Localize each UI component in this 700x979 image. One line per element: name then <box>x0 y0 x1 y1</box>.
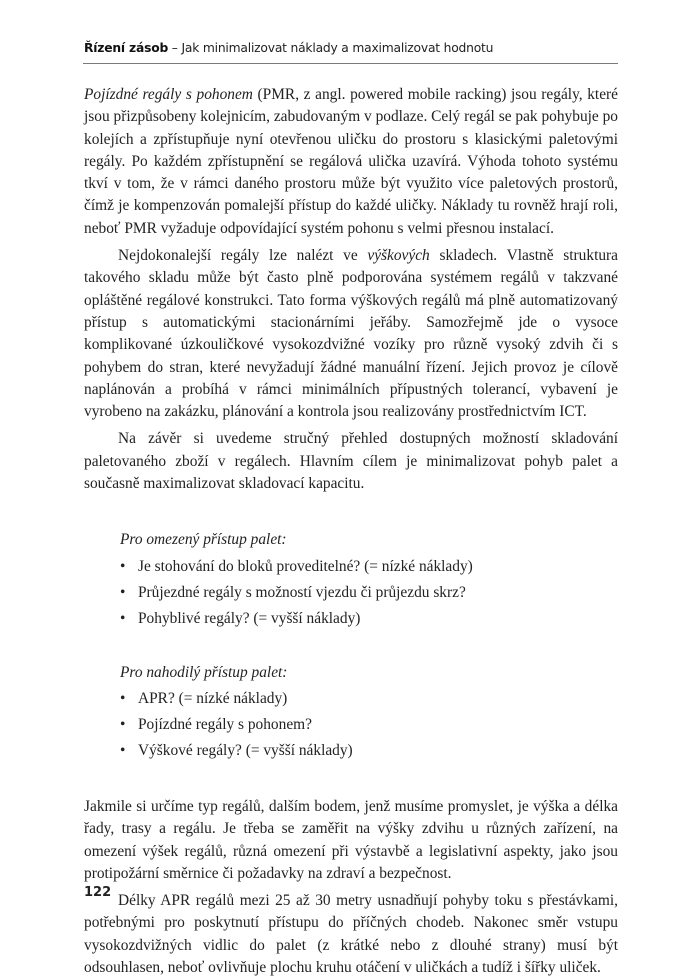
paragraph-summary: Na závěr si uvedeme stručný přehled dostupných možností skladování paletovaného zboží v regálech. Hlavním cílem je minimalizovat pohyb palet a současně maximalizovat skladovací kapacitu. <box>84 430 618 493</box>
term-pmr: Pojízdné regály s pohonem <box>84 86 253 103</box>
paragraph-high-bay: Nejdokonalejší regály lze nalézt ve výškových skladech. Vlastně struktura takového skladu může být často plně podporována systémem regálů v takzvané opláštěné regálové konstrukci. Tato forma výškových regálů má plně automatizovaný přístup s automatickými stacionárními jeřáby. Samozřejmě jde o vysoce komplikované úzkouličkové vysokozdvižné vozíky pro různě vysoký zdvih či s pohybem do stran, které nevyžadují žádné manuální řízení. Jejich provoz je cílově naplánován a probíhá v rámci minimálních přípustných tolerancí, vybavení je vyrobeno na zakázku, plánování a kontrola jsou realizovány prostřednictvím ICT. <box>84 247 619 421</box>
list-item: • Výškové regály? (= vyšší náklady) <box>120 738 618 764</box>
running-header <box>84 41 618 55</box>
chapter-subtitle: Jak minimalizovat náklady a maximalizovat hodnotu <box>181 41 494 55</box>
page-number: 122 <box>84 885 112 900</box>
paragraph-apr-lengths: Délky APR regálů mezi 25 až 30 metry usnadňují pohyby toku s přestávkami, potřebnými pro poskytnutí přístupu do příčných chodeb. Nakonec směr vstupu vysokozdvižných vidlic do palet (z krátké nebo z dlouhé strany) musí být odsouhlasen, neboť ovlivňuje plochu kruhu otáčení v uličkách a tudíž i šířky uliček. <box>84 892 618 977</box>
header-separator: – <box>168 41 182 55</box>
bullet-icon: • <box>120 609 126 627</box>
list-item: • Pojízdné regály s pohonem? <box>120 712 618 738</box>
list-limited-access <box>120 529 618 631</box>
list-item: • Průjezdné regály s možností vjezdu či průjezdu skrz? <box>120 580 618 606</box>
bullet-icon: • <box>120 689 126 707</box>
bullet-icon: • <box>120 741 126 759</box>
list-item: • APR? (= nízké náklady) <box>120 686 618 712</box>
bullet-icon: • <box>120 715 126 733</box>
list-item: • Je stohování do bloků proveditelné? (= nízké náklady) <box>120 554 618 580</box>
body-text <box>84 84 618 979</box>
bullet-icon: • <box>120 583 126 601</box>
list-title: Pro omezený přístup palet: <box>120 531 287 549</box>
book-title: Řízení zásob <box>84 41 169 55</box>
list-item: • Pohyblivé regály? (= vyšší náklady) <box>120 606 618 632</box>
term-high-bay: výškových <box>367 247 430 265</box>
list-title: Pro nahodilý přístup palet: <box>120 663 288 681</box>
header-rule <box>83 63 618 64</box>
bullet-icon: • <box>120 557 126 575</box>
paragraph-height-length: Jakmile si určíme typ regálů, dalším bodem, jenž musíme promyslet, je výška a délka řady, trasy a regálu. Je třeba se zaměřit na výšky zdvihu u různých zařízení, na omezení výšek regálů, různá omezení při výstavbě a legislativní aspekty, jako jsou protipožární směrnice či požadavky na zdraví a bezpečnost. <box>84 797 618 882</box>
paragraph-pmr: Pojízdné regály s pohonem (PMR, z angl. powered mobile racking) jsou regály, které jsou přizpůsobeny kolejnicím, zabudovaným v podlaze. Celý regál se pak pohybuje po kolejích a zpřístupňuje nyní otevřenou uličku do prostoru s klasickými paletovými regály. Po každém zpřístupnění se regálová ulička uzavírá. Výhoda tohoto systému tkví v tom, že v rámci daného prostoru může být využito více paletových prostorů, čímž je kompenzován pomalejší přístup do každé uličky. Náklady tu rovněž hrají roli, neboť PMR vyžaduje odpovídající systém pohonu s velmi přesnou instalací. <box>84 86 619 237</box>
list-random-access <box>120 662 618 764</box>
